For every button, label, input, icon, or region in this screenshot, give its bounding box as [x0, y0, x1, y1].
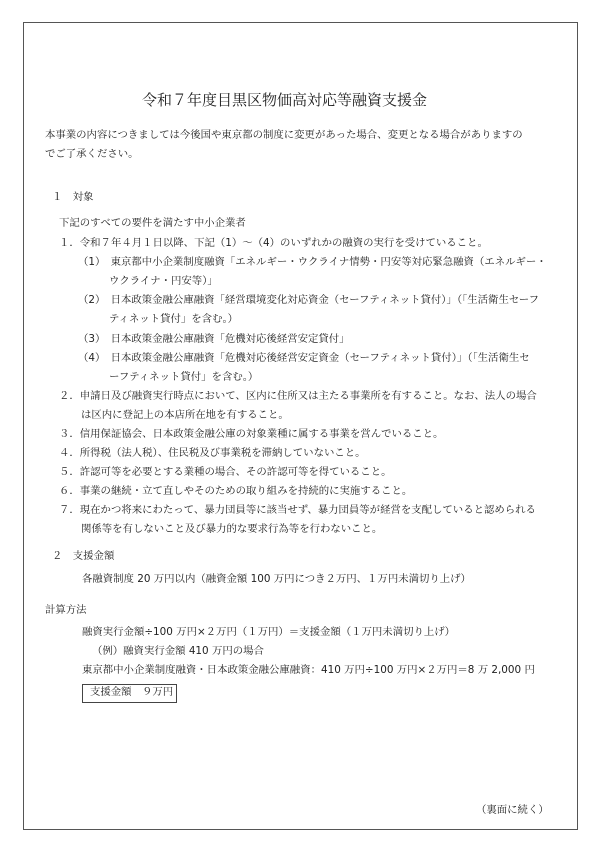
calculation-example: （例）融資実行金額 410 万円の場合 [92, 645, 264, 657]
continued-note: （裏面に続く） [476, 804, 549, 816]
page-frame [23, 22, 578, 830]
section-1-lead: 下記のすべての要件を満たす中小企業者 [59, 217, 246, 229]
section-1-heading: １ 対象 [52, 191, 94, 203]
calculation-heading: 計算方法 [45, 604, 87, 616]
requirement-7-line-2: 関係等を有しないこと及び暴力的な要求行為等を行わないこと。 [81, 523, 383, 535]
section-2-body: 各融資制度 20 万円以内（融資金額 100 万円につき２万円、１万円未満切り上げ） [82, 573, 471, 585]
requirement-7-line-1: ７．現在かつ将来にわたって、暴力団員等に該当せず、暴力団員等が経営を支配していると認められる [59, 504, 536, 516]
requirement-6: ６．事業の継続・立て直しやそのための取り組みを持続的に実施すること。 [59, 485, 413, 497]
requirement-1-item-1-line-1: （1） 東京都中小企業制度融資「エネルギー・ウクライナ情勢・円安等対応緊急融資（エネルギー・ [78, 256, 547, 268]
intro-line-2: でご了承ください。 [45, 148, 139, 160]
requirement-1-item-2-line-2: ティネット貸付」を含む。） [109, 313, 239, 325]
calculation-example-line: 東京都中小企業制度融資・日本政策金融公庫融資：410 万円÷100 万円×２万円＝8 万 2,000 円 [82, 664, 535, 676]
requirement-3: ３．信用保証協会、日本政策金融公庫の対象業種に属する事業を営んでいること。 [59, 428, 444, 440]
requirement-1-item-4-line-2: ーフティネット貸付」を含む。） [109, 371, 259, 383]
calculation-formula: 融資実行金額÷100 万円×２万円（１万円）＝支援金額（１万円未満切り上げ） [82, 626, 456, 638]
requirement-1-item-3: （3） 日本政策金融公庫融資「危機対応後経営安定貸付」 [78, 333, 350, 345]
document-title: 令和７年度目黒区物価高対応等融資支援金 [142, 91, 428, 109]
requirement-5: ５．許認可等を必要とする業種の場合、その許認可等を得ていること。 [59, 466, 392, 478]
requirement-2-line-2: は区内に登記上の本店所在地を有すること。 [81, 409, 289, 421]
requirement-4: ４．所得税（法人税）、住民税及び事業税を滞納していないこと。 [59, 447, 366, 459]
result-box [82, 684, 177, 703]
section-2-heading: ２ 支援金額 [52, 550, 115, 562]
calculation-result: 支援金額 ９万円 [90, 686, 174, 698]
requirement-1-item-2-line-1: （2） 日本政策金融公庫融資「経営環境変化対応資金（セーフティネット貸付）」（「生活衛生セーフ [78, 294, 540, 306]
intro-line-1: 本事業の内容につきましては今後国や東京都の制度に変更があった場合、変更となる場合がありますの [45, 129, 523, 141]
requirement-2-line-1: ２．申請日及び融資実行時点において、区内に住所又は主たる事業所を有すること。なお、法人の場合 [59, 390, 537, 402]
requirement-1: １．令和７年４月１日以降、下記（1）～（4）のいずれかの融資の実行を受けていること。 [59, 237, 488, 249]
requirement-1-item-4-line-1: （4） 日本政策金融公庫融資「危機対応後経営安定資金（セーフティネット貸付）」（「生活衛生セ [78, 352, 530, 364]
requirement-1-item-1-line-2: ウクライナ・円安等）」 [109, 275, 218, 287]
